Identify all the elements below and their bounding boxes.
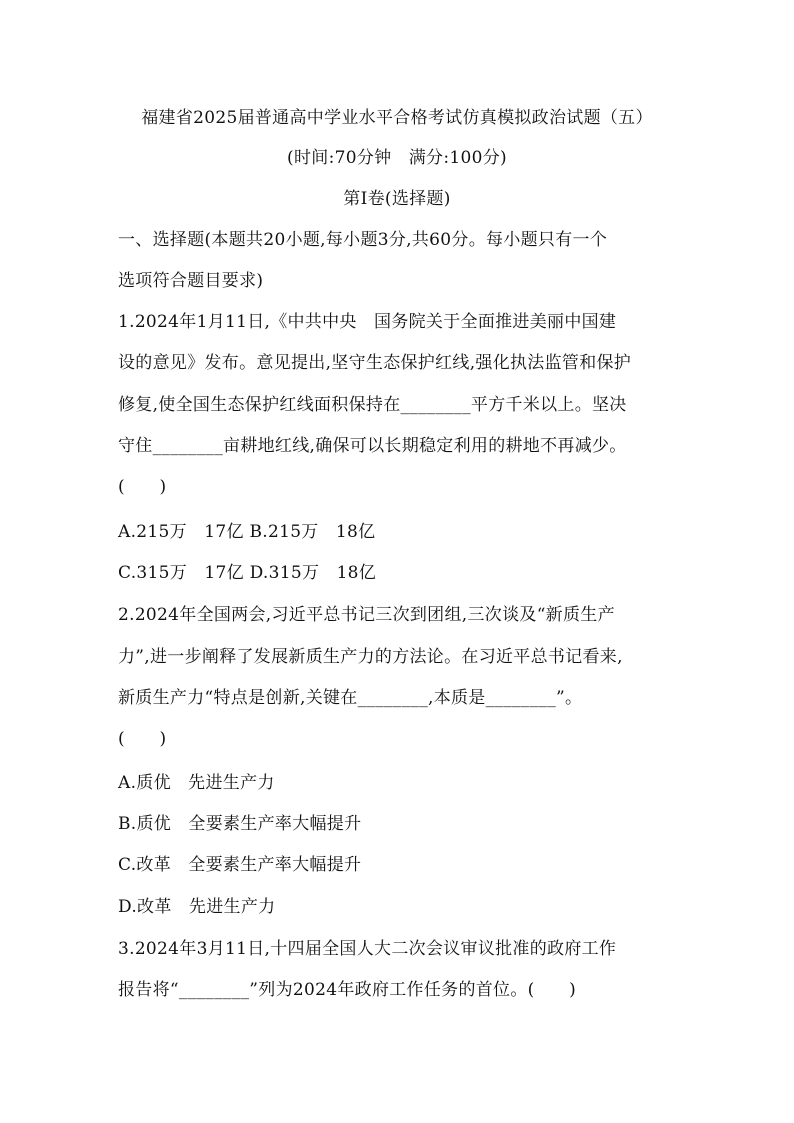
question-1-text: 修复,使全国生态保护红线面积保持在________平方千米以上。坚决 — [118, 395, 627, 415]
question-2-text: 力”,进一步阐释了发展新质生产力的方法论。在习近平总书记看来, — [118, 647, 623, 667]
section-heading: 第Ⅰ卷(选择题) — [343, 189, 451, 209]
instructions-line: 选项符合题目要求) — [118, 271, 264, 291]
exam-title: 福建省2025届普通高中学业水平合格考试仿真模拟政治试题（五） — [141, 108, 653, 128]
instructions-line: 一、选择题(本题共20小题,每小题3分,共60分。每小题只有一个 — [118, 230, 608, 250]
question-1-text: 设的意见》发布。意见提出,坚守生态保护红线,强化执法监管和保护 — [118, 353, 632, 373]
question-1-text: 守住________亩耕地红线,确保可以长期稳定利用的耕地不再减少。 — [118, 436, 627, 456]
question-2-text: 新质生产力“特点是创新,关键在________,本质是________”。 — [118, 688, 583, 708]
question-1-text: 1.2024年1月11日,《中共中央 国务院关于全面推进美丽中国建 — [118, 312, 617, 332]
question-2-option-c: C.改革 全要素生产率大幅提升 — [118, 855, 362, 875]
question-1-options: C.315万 17亿 D.315万 18亿 — [118, 563, 377, 583]
question-2-option-a: A.质优 先进生产力 — [118, 773, 275, 793]
question-3-text: 报告将“________”列为2024年政府工作任务的首位。( ) — [118, 980, 577, 1000]
question-1-answer-bracket: ( ) — [118, 477, 167, 497]
question-2-option-b: B.质优 全要素生产率大幅提升 — [118, 814, 362, 834]
question-2-option-d: D.改革 先进生产力 — [118, 897, 276, 917]
question-2-text: 2.2024年全国两会,习近平总书记三次到团组,三次谈及“新质生产 — [118, 605, 615, 625]
question-3-text: 3.2024年3月11日,十四届全国人大二次会议审议批准的政府工作 — [118, 939, 617, 959]
question-1-options: A.215万 17亿 B.215万 18亿 — [118, 522, 376, 542]
exam-time-info: (时间:70分钟 满分:100分) — [287, 148, 507, 168]
question-2-answer-bracket: ( ) — [118, 729, 167, 749]
